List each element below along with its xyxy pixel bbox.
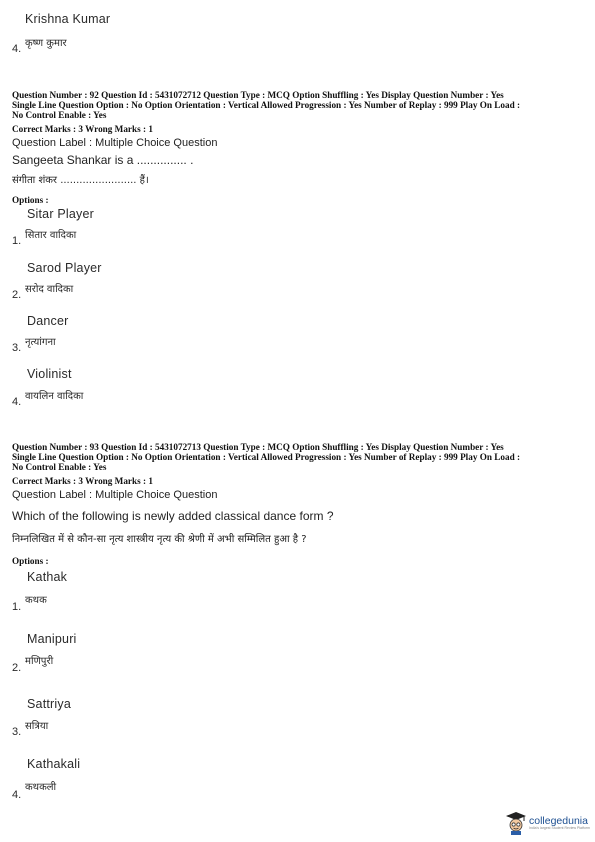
question-meta-line2: Single Line Question Option : No Option Orientation : Vertical Allowed Progression : Yes Number of Replay : 999 Play On Load :	[12, 452, 521, 462]
prev-option-number: 4.	[12, 43, 22, 55]
prev-option-hindi: कृष्ण कुमार	[25, 38, 67, 49]
collegedunia-logo	[505, 811, 590, 835]
option-2-number: 2.	[12, 662, 22, 674]
question-meta-line3: No Control Enable : Yes	[12, 110, 107, 120]
option-3-hindi: सत्रिया	[25, 721, 49, 732]
question-label: Question Label : Multiple Choice Question	[12, 489, 218, 501]
logo-tagline: India's largest Student Review Platform	[529, 826, 590, 830]
option-3-hindi: नृत्यांगना	[25, 337, 56, 348]
prev-option-english: Krishna Kumar	[25, 12, 111, 26]
option-1-hindi: कथक	[25, 595, 47, 606]
option-3-number: 3.	[12, 726, 22, 738]
option-4-english: Kathakali	[27, 757, 81, 771]
option-2-hindi: सरोद वादिका	[25, 284, 74, 295]
option-2-english: Manipuri	[27, 632, 77, 646]
option-3-english: Sattriya	[27, 697, 71, 711]
option-4-hindi: वायलिन वादिका	[25, 391, 84, 402]
option-2-hindi: मणिपुरी	[25, 656, 54, 667]
question-marks: Correct Marks : 3 Wrong Marks : 1	[12, 476, 153, 486]
question-text-english: Sangeeta Shankar is a ............... .	[12, 153, 194, 167]
question-meta-line1: Question Number : 93 Question Id : 5431072713 Question Type : MCQ Option Shuffling : Yes Display Question Number : Yes	[12, 442, 504, 452]
option-4-hindi: कथकली	[25, 782, 57, 793]
question-meta-line2: Single Line Question Option : No Option Orientation : Vertical Allowed Progression : Yes Number of Replay : 999 Play On Load :	[12, 100, 521, 110]
option-2-english: Sarod Player	[27, 261, 102, 275]
question-label: Question Label : Multiple Choice Question	[12, 137, 218, 149]
option-1-hindi: सितार वादिका	[25, 230, 77, 241]
question-text-hindi: संगीता शंकर ........................ हैं।	[12, 175, 149, 186]
question-meta-line3: No Control Enable : Yes	[12, 462, 107, 472]
options-heading: Options :	[12, 195, 49, 205]
option-3-english: Dancer	[27, 314, 69, 328]
option-1-number: 1.	[12, 235, 22, 247]
question-text-english: Which of the following is newly added classical dance form ?	[12, 509, 334, 523]
question-text-hindi: निम्नलिखित में से कौन-सा नृत्य शास्त्रीय नृत्य की श्रेणी में अभी सम्मिलित हुआ है ?	[12, 534, 307, 545]
option-3-number: 3.	[12, 342, 22, 354]
option-1-english: Sitar Player	[27, 207, 95, 221]
question-meta-line1: Question Number : 92 Question Id : 5431072712 Question Type : MCQ Option Shuffling : Yes Display Question Number : Yes	[12, 90, 504, 100]
option-2-number: 2.	[12, 289, 22, 301]
option-1-number: 1.	[12, 601, 22, 613]
options-heading: Options :	[12, 556, 49, 566]
option-4-number: 4.	[12, 396, 22, 408]
option-4-number: 4.	[12, 789, 22, 801]
graduate-mascot-icon	[505, 811, 527, 835]
option-4-english: Violinist	[27, 367, 72, 381]
logo-name: collegedunia	[529, 815, 588, 827]
option-1-english: Kathak	[27, 570, 68, 584]
question-marks: Correct Marks : 3 Wrong Marks : 1	[12, 124, 153, 134]
